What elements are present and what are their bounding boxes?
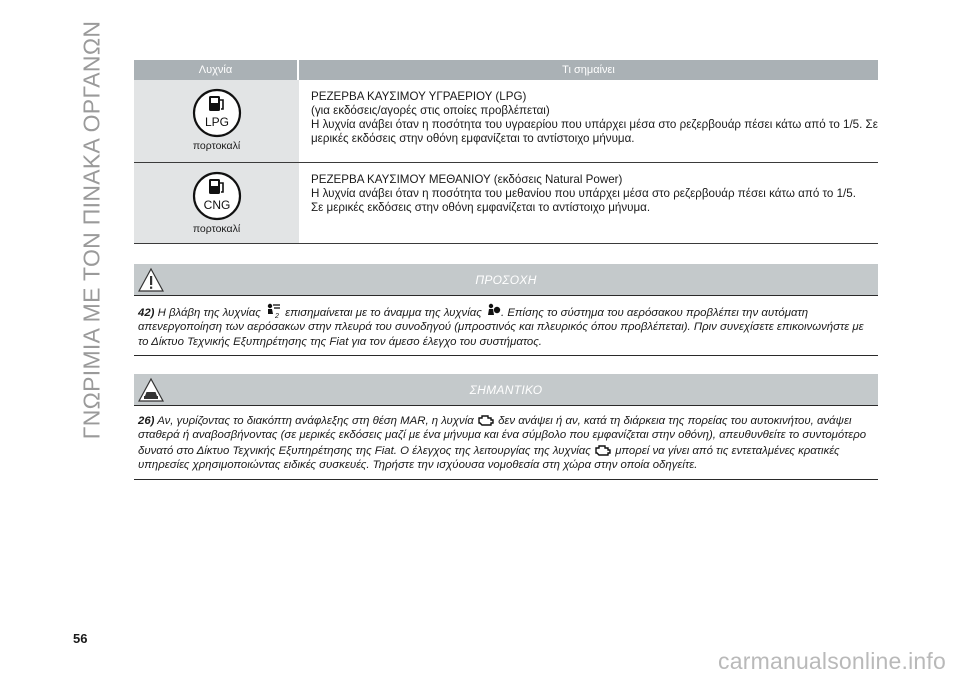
meaning-cell: ΡΕΖΕΡΒΑ ΚΑΥΣΙΜΟΥ ΜΕΘΑΝΙΟΥ (εκδόσεις Natural Power) Η λυχνία ανάβει όταν η ποσότητα του μεθανίου που υπάρχει μέσα στο ρεζερβουάρ πέσει κάτω από το 1/5. Σε μερικές εκδόσεις στην οθόνη εμφανίζεται το αντίστοιχο μήνυμα. <box>311 173 856 214</box>
lamp-color-label: πορτοκαλί <box>192 140 241 152</box>
warning-lights-table <box>134 60 878 244</box>
table-row <box>134 80 878 163</box>
header-meaning: Τι σημαίνει <box>299 60 878 80</box>
warning-text: 42) Η βλάβη της λυχνίας 2 επισημαίνεται με το άναμμα της λυχνίας . Επίσης το σύστημα του αερόσακου προβλέπει την αυτόματη απενεργοποίηση των αερόσακων στην πλευρά του συνοδηγού (μπροστινός και πλευρικός όπου προβλέπεται). Πριν συνεχίσετε επικοινωνήστε με το Δίκτυο Τεχνικής Εξυπηρέτησης της Fiat για τον άμεσο έλεγχο του συστήματος. <box>134 295 878 356</box>
watermark: carmanualsonline.info <box>718 648 946 674</box>
meaning-cell: ΡΕΖΕΡΒΑ ΚΑΥΣΙΜΟΥ ΥΓΡΑΕΡΙΟΥ (LPG) (για εκδόσεις/αγορές στις οποίες προβλέπεται) Η λυχνία ανάβει όταν η ποσότητα του υγραερίου που υπάρχει μέσα στο ρεζερβουάρ πέσει κάτω από το 1/5. Σε μερικές εκδόσεις στην οθόνη εμφανίζεται το αντίστοιχο μήνυμα. <box>311 90 878 145</box>
warning-triangle-icon <box>138 267 164 293</box>
page-number: 56 <box>73 631 88 646</box>
car-note-icon <box>138 377 164 403</box>
important-box <box>134 374 878 480</box>
lamp-cell <box>134 163 299 243</box>
table-row <box>134 163 878 244</box>
warning-header: ΠΡΟΣΟΧΗ <box>134 264 878 295</box>
lamp-color-label: πορτοκαλί <box>192 223 241 235</box>
header-lamp: Λυχνία <box>134 60 297 80</box>
svg-text:CNG: CNG <box>203 198 230 212</box>
engine-check-icon <box>594 443 612 457</box>
lamp-cell <box>134 80 299 162</box>
chapter-side-title: ΓΝΩΡΙΜΙΑ ΜΕ ΤΟΝ ΠΙΝΑΚΑ ΟΡΓΑΝΩΝ <box>78 20 105 440</box>
passenger-airbag-off-icon <box>264 303 282 319</box>
cng-fuel-icon <box>192 171 242 221</box>
table-header <box>134 60 878 80</box>
svg-text:LPG: LPG <box>204 115 229 129</box>
svg-text:2: 2 <box>274 313 279 319</box>
warning-box <box>134 264 878 356</box>
important-header: ΣΗΜΑΝΤΙΚΟ <box>134 374 878 405</box>
lpg-fuel-icon <box>192 88 242 138</box>
airbag-icon <box>485 303 501 319</box>
important-text: 26) Αν, γυρίζοντας το διακόπτη ανάφλεξης στη θέση MAR, η λυχνία δεν ανάψει ή αν, κατά τη διάρκεια της πορείας του αυτοκινήτου, ανάψει σταθερά ή αναβοσβήνοντας (σε μερικές εκδόσεις μαζί με ένα μήνυμα και ένα σύμβολο που εμφανίζεται στην οθόνη), απευθυνθείτε το συντομότερο δυνατό στο Δίκτυο Τεχνικής Εξυπηρέτησης της Fiat. Ο έλεγχος της λειτουργίας της λυχνίας μπορεί να γίνει από τις εντεταλμένες κρατικές υπηρεσίες χρησιμοποιώντας ειδικές συσκευές. Τηρήστε την ισχύουσα νομοθεσία στη χώρα στην οποία οδηγείτε. <box>134 405 878 480</box>
engine-check-icon <box>477 413 495 427</box>
